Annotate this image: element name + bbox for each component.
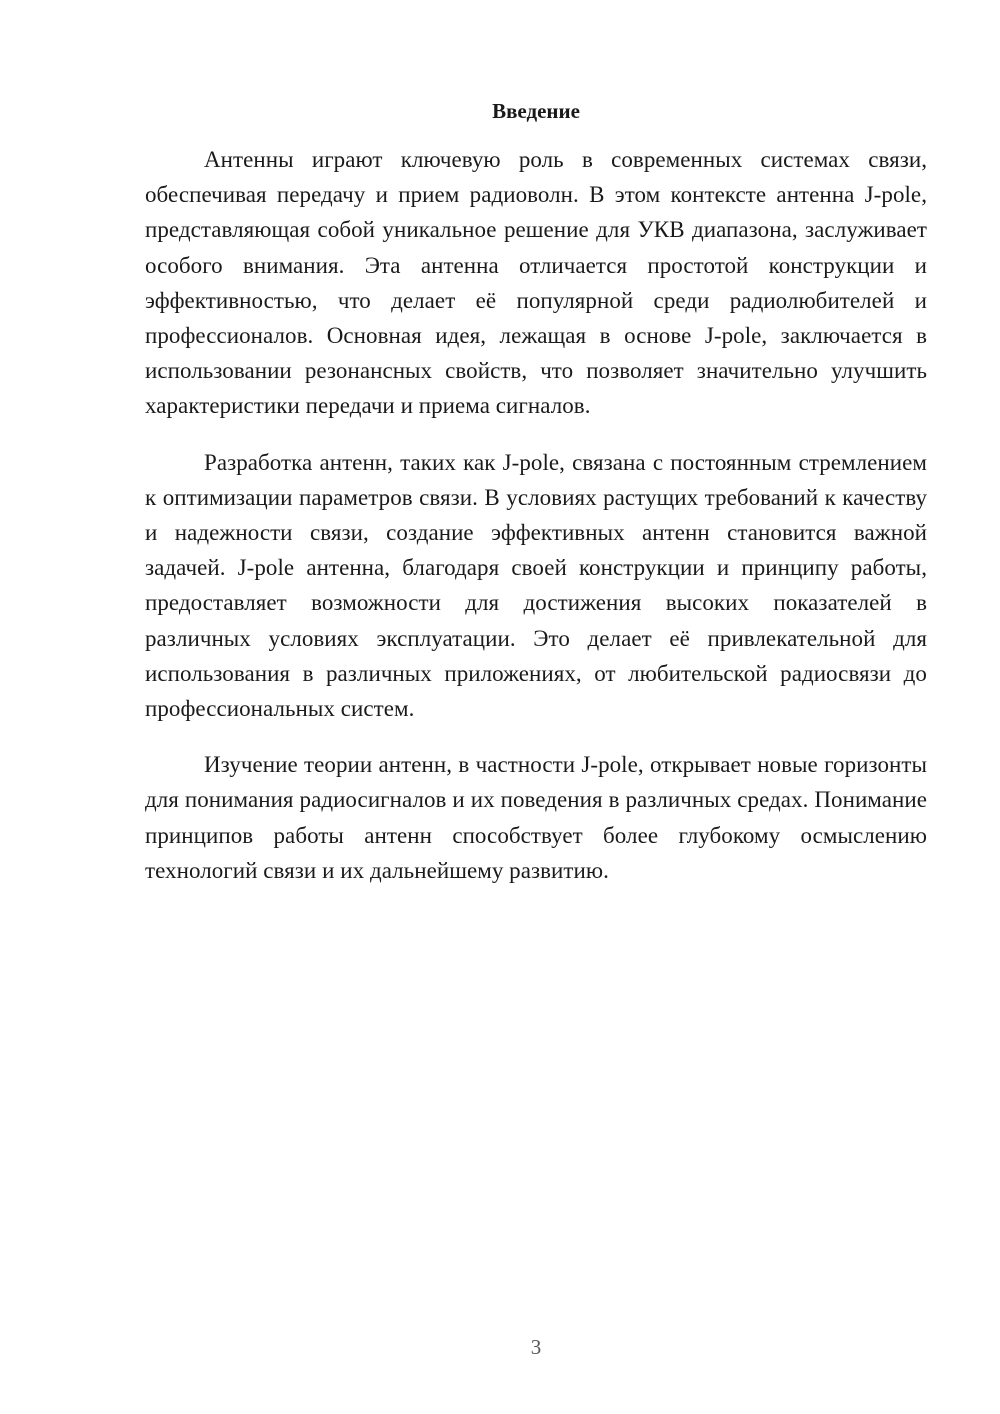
page-number: 3 [530,1335,542,1359]
paragraph-study: Изучение теории антенн, в частности J-pole, открывает новые горизонты для понимания радиосигналов и их поведения в различных средах. Понимание принципов работы антенн способствует более глубокому осмыслению технологий связи и их дальнейшему развитию. [145,752,927,883]
paragraph-intro: Антенны играют ключевую роль в современных системах связи, обеспечивая передачу и прием радиоволн. В этом контексте антенна J-pole, представляющая собой уникальное решение для УКВ диапазона, заслуживает особого внимания. Эта антенна отличается простотой конструкции и эффективностью, что делает её популярной среди радиолюбителей и профессионалов. Основная идея, лежащая в основе J-pole, заключается в использовании резонансных свойств, что позволяет значительно улучшить характеристики передачи и приема сигналов. [145,147,927,419]
body-text [145,142,927,909]
paragraph-development: Разработка антенн, таких как J-pole, связана с постоянным стремлением к оптимизации параметров связи. В условиях растущих требований к качеству и надежности связи, создание эффективных антенн становится важной задачей. J-pole антенна, благодаря своей конструкции и принципу работы, предоставляет возможности для достижения высоких показателей в различных условиях эксплуатации. Это делает её привлекательной для использования в различных приложениях, от любительской радиосвязи до профессиональных систем. [145,449,927,722]
section-heading: Введение [492,99,580,123]
